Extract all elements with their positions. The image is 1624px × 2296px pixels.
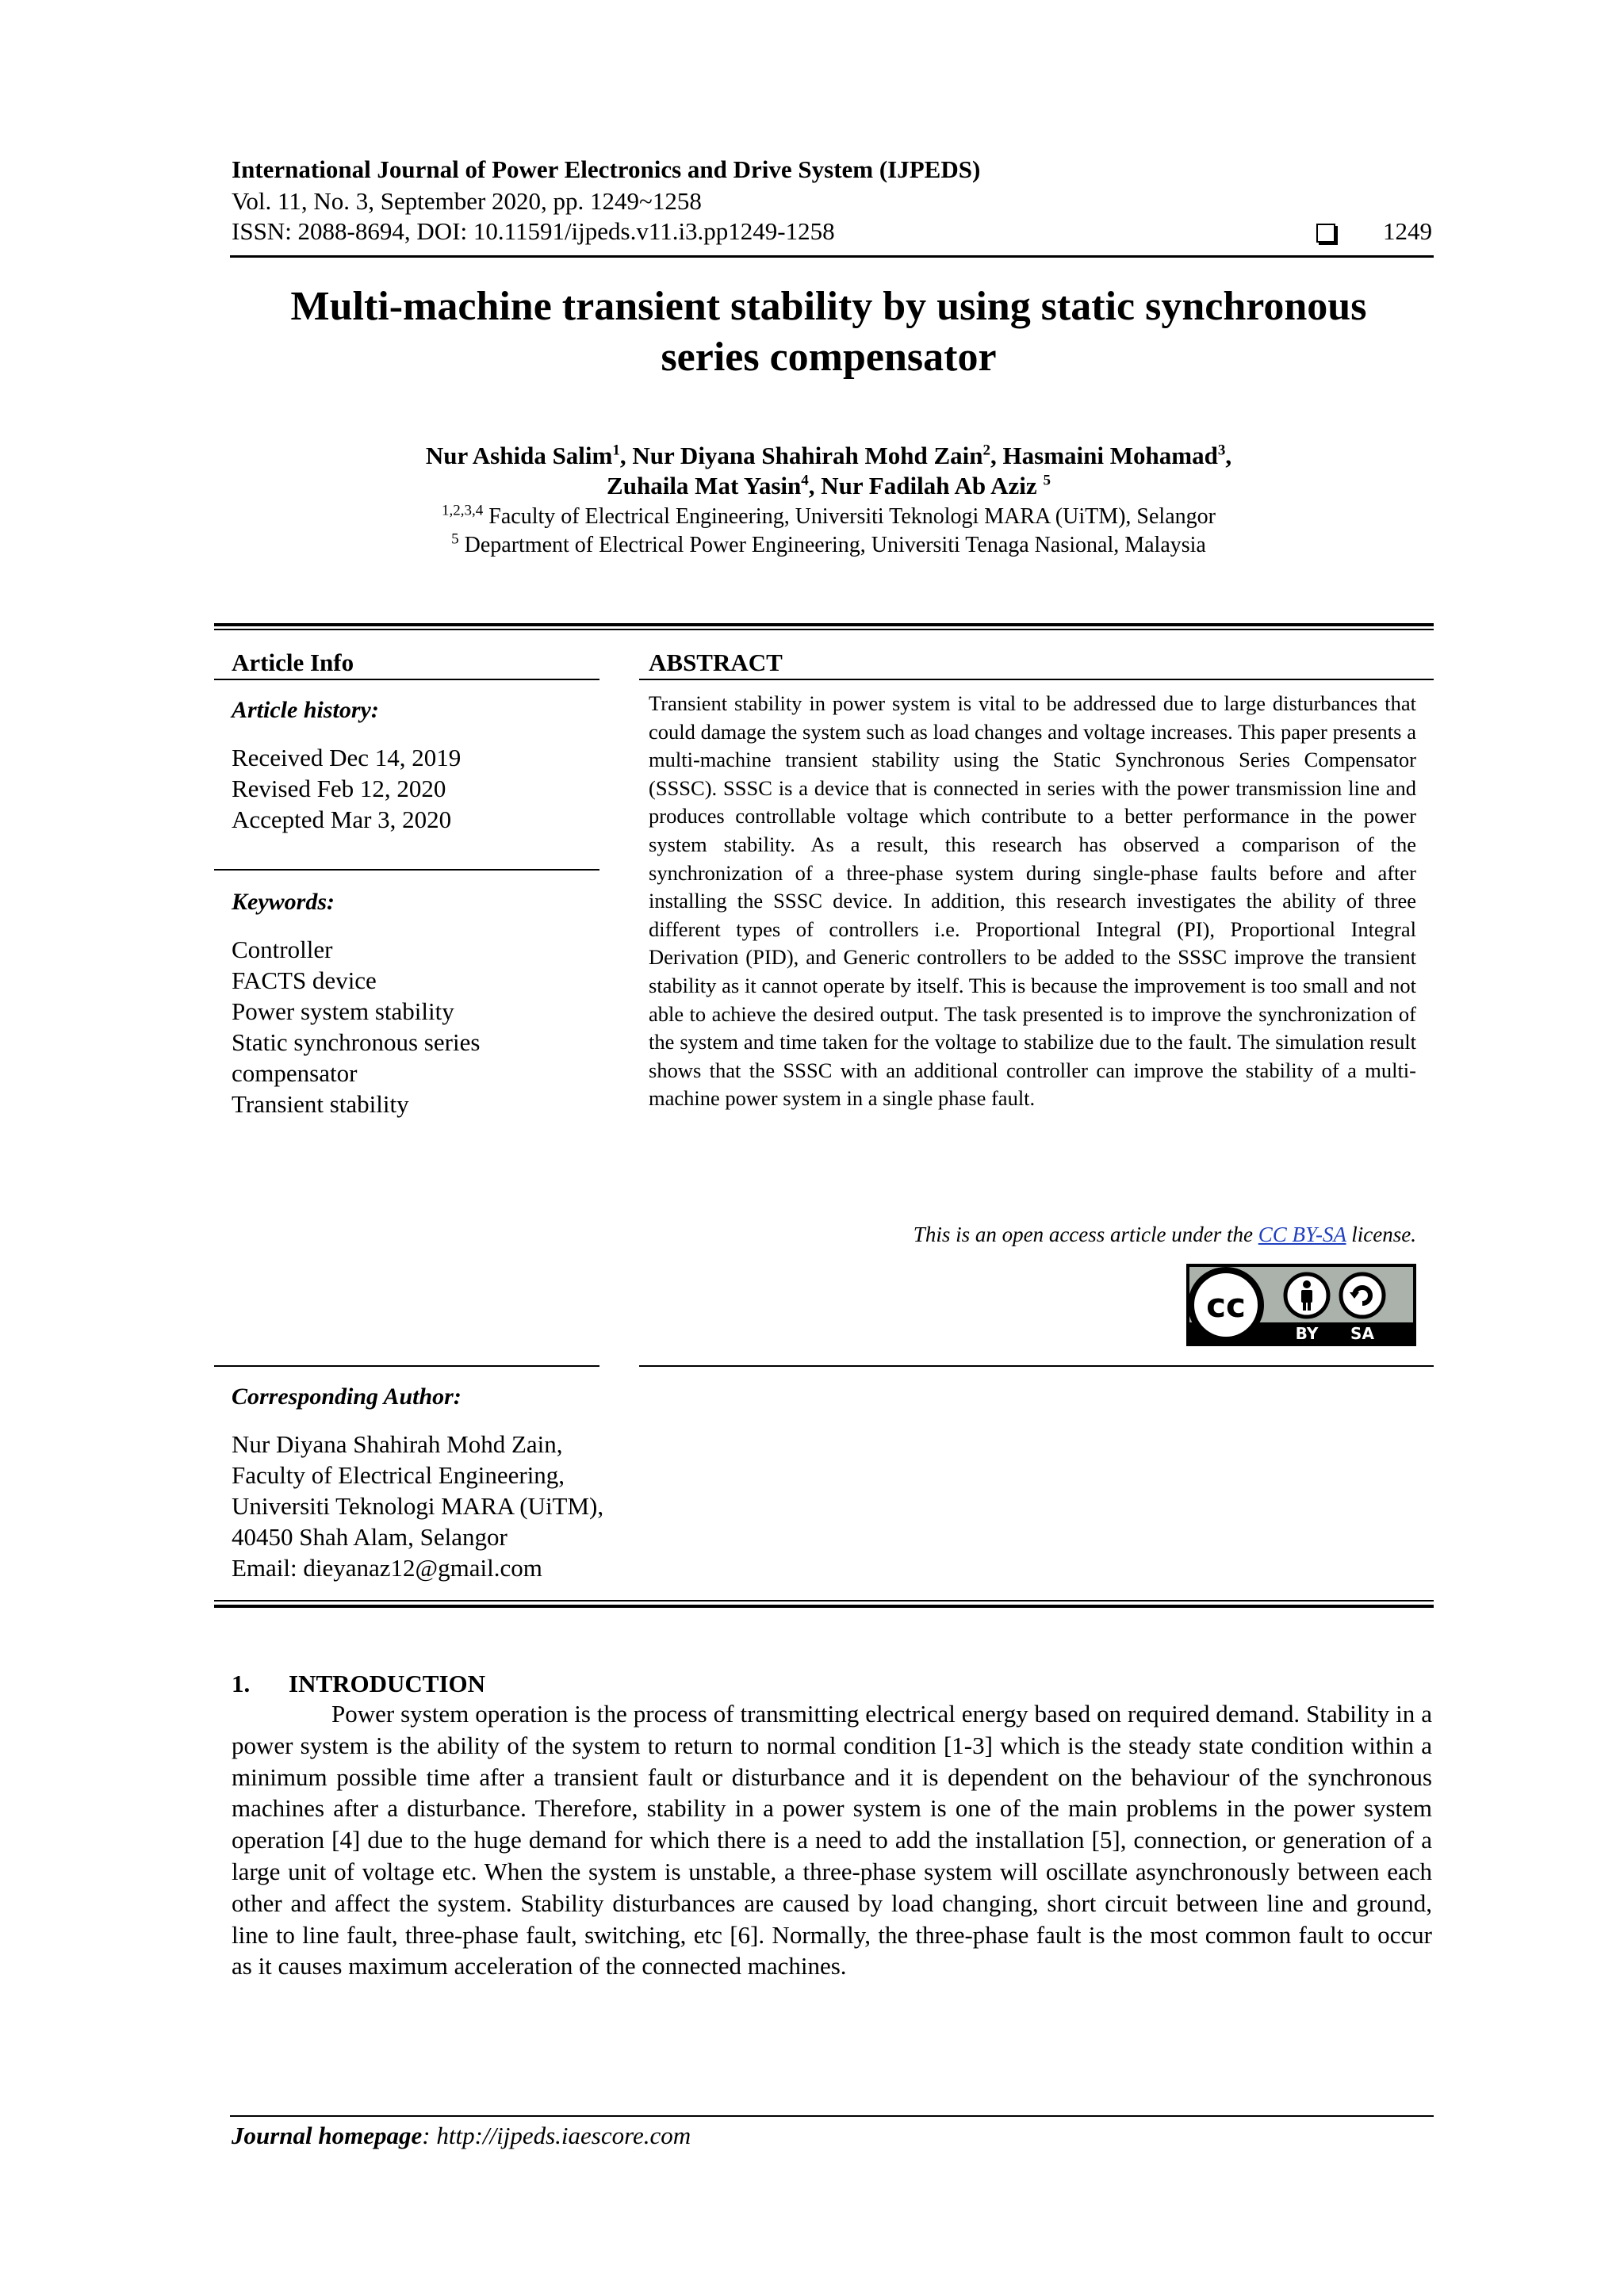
keywords-list <box>232 934 480 1119</box>
corresponding-email: Email: dieyanaz12@gmail.com <box>232 1554 542 1582</box>
keyword-item: Power system stability <box>232 997 454 1025</box>
info-bottom-rule-inner <box>214 1600 1434 1601</box>
author-sup: 5 <box>1043 472 1051 489</box>
author-sup: 1 <box>612 442 620 459</box>
author-list <box>190 441 1467 501</box>
corresponding-author-details <box>232 1429 603 1583</box>
footer-rule <box>230 2115 1434 2117</box>
corresponding-line: Universiti Teknologi MARA (UiTM), <box>232 1492 604 1520</box>
affiliation-sup: 1,2,3,4 <box>442 502 484 519</box>
keywords-heading: Keywords: <box>232 889 335 915</box>
introduction-body: Power system operation is the process of transmitting electrical energy based on required demand. Stability in a power system is the ability of the system to return to normal condition [1-3] which is the steady state condition within a minimum possible time after a transient fault or disturbance and it is dependent on the behaviour of the synchronous machines after a disturbance. Therefore, stability in a power system is one of the main problems in the power system operation [4] due to the huge demand for which there is a need to add the installation [5], connection, or generation of a large unit of voltage etc. When the system is unstable, a three-phase system will oscillate asynchronously between each other and affect the system. Stability disturbances are caused by load changing, short circuit between line and ground, line to line fault, three-phase fault, switching, etc [6]. Normally, the three-phase fault is the most common fault to occur as it causes maximum acceleration of the connected machines. <box>232 1700 1432 1980</box>
keyword-item: Transient stability <box>232 1090 409 1118</box>
author-name: Nur Diyana Shahirah Mohd Zain <box>632 442 983 469</box>
page-number: 1249 <box>1383 217 1432 245</box>
badge-by-label: BY <box>1295 1324 1319 1343</box>
open-access-line <box>649 1221 1416 1248</box>
cc-by-sa-link[interactable]: CC BY-SA <box>1258 1223 1346 1246</box>
article-info-heading: Article Info <box>232 649 354 676</box>
corresponding-line: Nur Diyana Shahirah Mohd Zain, <box>232 1430 563 1458</box>
abstract-text: Transient stability in power system is vital to be addressed due to large disturbances that could damage the system such as load changes and voltage increases. This paper presents a multi-machine transient stability using the Static Synchronous Series Compensator (SSSC). SSSC is a device that is connected in series with the power transmission line and produces controllable voltage which contribute to a better performance in the power system stability. As a result, this research has observed a comparison of the synchronization of a three-phase system during single-phase faults before and after installing the SSSC device. In addition, this research investigates the ability of three different types of controllers i.e. Proportional Integral (PI), Proportional Integral Derivation (PID), and Generic controllers to be added to the SSSC improve the transient stability as it cannot operate by itself. This is because the improvement is too small and not able to achieve the desired output. The task presented is to improve the synchronization of the system and time taken for the voltage to stabilize due to the fault. The simulation result shows that the SSSC with an additional controller can improve the stability of a multi-machine power system in a single phase fault. <box>649 691 1416 1111</box>
keyword-item: FACTS device <box>232 966 377 994</box>
history-rule <box>214 869 599 871</box>
volume-line: Vol. 11, No. 3, September 2020, pp. 1249~1258 <box>232 187 702 215</box>
affiliation-1 <box>190 503 1467 531</box>
abstract-rule <box>639 679 1434 680</box>
history-revised: Revised Feb 12, 2020 <box>232 775 446 802</box>
header-box-icon <box>1316 224 1335 243</box>
header-rule <box>230 255 1434 258</box>
oa-suffix: license. <box>1346 1223 1416 1246</box>
article-history-heading: Article history: <box>232 697 379 723</box>
affiliation-text: Faculty of Electrical Engineering, Universiti Teknologi MARA (UiTM), Selangor <box>488 504 1216 529</box>
cc-by-sa-badge-icon <box>1186 1264 1416 1346</box>
author-name: Nur Ashida Salim <box>425 442 613 469</box>
info-top-rule-inner <box>214 629 1434 630</box>
affiliation-2 <box>190 531 1467 560</box>
author-sup: 4 <box>801 472 809 489</box>
corresponding-rule-left <box>214 1365 599 1367</box>
issn-doi-line: ISSN: 2088-8694, DOI: 10.11591/ijpeds.v11.i3.pp1249-1258 <box>232 217 835 245</box>
history-accepted: Accepted Mar 3, 2020 <box>232 806 452 833</box>
journal-homepage-link[interactable]: http://ijpeds.iaescore.com <box>436 2122 691 2149</box>
article-history-list <box>232 742 461 835</box>
footer-label: Journal homepage <box>232 2122 423 2149</box>
author-name: Hasmaini Mohamad <box>1002 442 1218 469</box>
author-name: Zuhaila Mat Yasin <box>607 472 802 499</box>
article-info-rule <box>214 679 599 680</box>
info-bottom-rule <box>214 1605 1434 1608</box>
author-sup: 2 <box>982 442 991 459</box>
author-name: Nur Fadilah Ab Aziz <box>821 472 1037 499</box>
title-line-2: series compensator <box>661 335 997 380</box>
affiliation-sup: 5 <box>451 530 459 548</box>
journal-name: International Journal of Power Electronics and Drive System (IJPEDS) <box>232 155 981 183</box>
introduction-heading <box>232 1670 485 1698</box>
affiliation-text: Department of Electrical Power Engineering, Universiti Tenaga Nasional, Malaysia <box>464 533 1206 557</box>
history-received: Received Dec 14, 2019 <box>232 744 462 771</box>
author-sup: 3 <box>1217 442 1226 459</box>
keyword-item: Static synchronous series <box>232 1028 481 1056</box>
corresponding-line: Faculty of Electrical Engineering, <box>232 1461 565 1489</box>
cc-logo-letters: cc <box>1206 1286 1246 1325</box>
paper-title <box>190 281 1467 383</box>
section-title: INTRODUCTION <box>289 1670 486 1697</box>
author-line-2: Zuhaila Mat Yasin$^4$, Nur Fadilah Ab Aziz $^5$ <box>607 472 1051 499</box>
footer: Journal homepage: http://ijpeds.iaescore.com <box>232 2122 691 2149</box>
abstract-heading: ABSTRACT <box>649 649 783 676</box>
keyword-item: compensator <box>232 1059 358 1087</box>
corresponding-author-heading: Corresponding Author: <box>232 1383 462 1410</box>
corresponding-rule-right <box>639 1365 1434 1367</box>
info-top-rule <box>214 623 1434 626</box>
affiliations <box>190 503 1467 560</box>
badge-sa-label: SA <box>1350 1324 1374 1343</box>
author-line-1: Nur Ashida Salim$^1$, Nur Diyana Shahirah Mohd Zain$^2$, Hasmaini Mohamad$^3$, <box>425 442 1232 469</box>
corresponding-line: 40450 Shah Alam, Selangor <box>232 1523 508 1551</box>
oa-prefix: This is an open access article under the <box>913 1223 1258 1246</box>
section-number: 1. <box>232 1670 251 1697</box>
title-line-1: Multi-machine transient stability by using static synchronous <box>290 284 1367 329</box>
keyword-item: Controller <box>232 936 333 963</box>
